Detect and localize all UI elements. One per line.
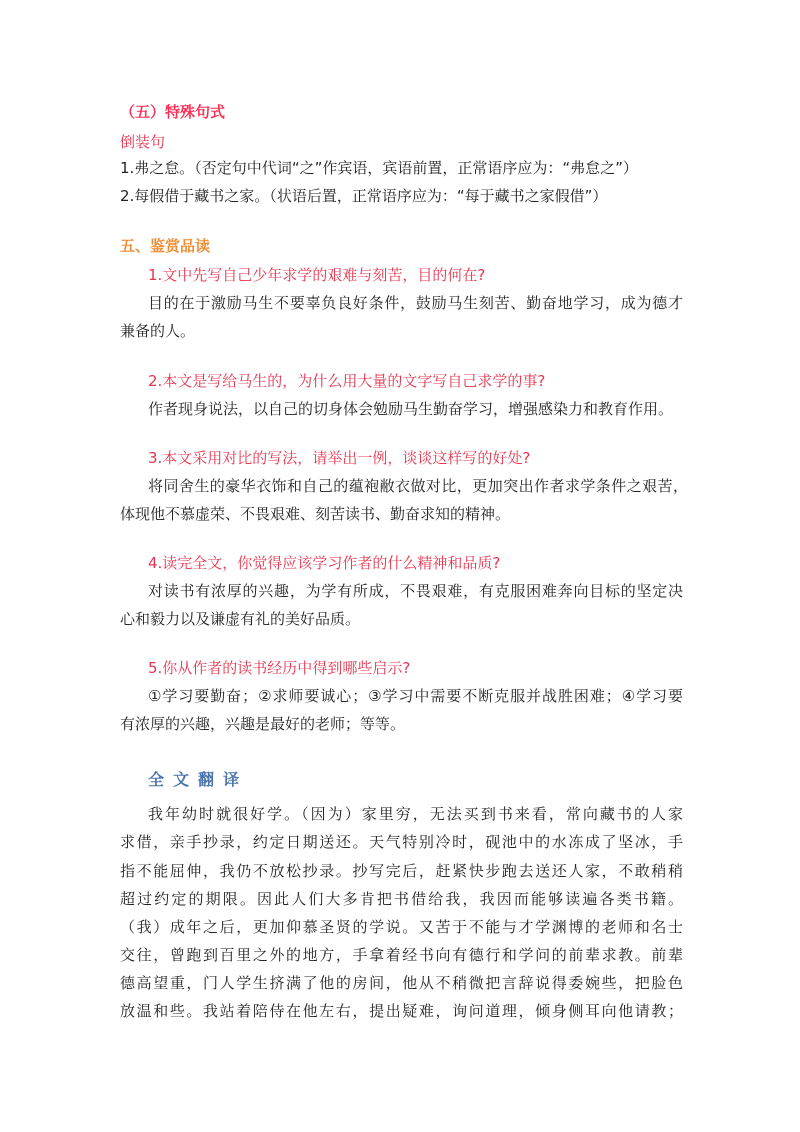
answer-line: 兼备的人。 [120,322,196,340]
translation-heading: 全文翻译 [148,770,249,789]
translation-line: 放温和些。我站着陪侍在他左右，提出疑难，询问道理，倾身侧耳向他请教； [120,1002,683,1020]
question: 5.你从作者的读书经历中得到哪些启示? [148,659,411,677]
answer-line: 目的在于激励马生不要辜负良好条件，鼓励马生刻苦、勤奋地学习，成为德才 [148,294,683,312]
list-item: 2.每假借于藏书之家。（状语后置，正常语序应为：“每于藏书之家假借”） [120,187,608,205]
translation-line: 德高望重，门人学生挤满了他的房间，他从不稍微把言辞说得委婉些，把脸色 [120,974,683,992]
translation-line: （我）成年之后，更加仰慕圣贤的学说。又苦于不能与才学渊博的老师和名士 [120,918,683,936]
translation-line: 指不能屈伸，我仍不放松抄录。抄写完后，赶紧快步跑去送还人家，不敢稍稍 [120,862,683,880]
question: 4.读完全文，你觉得应该学习作者的什么精神和品质? [148,554,501,572]
answer-line: 体现他不慕虚荣、不畏艰难、刻苦读书、勤奋求知的精神。 [120,505,511,523]
list-item: 1.弗之怠。（否定句中代词“之”作宾语，宾语前置，正常语序应为：“弗怠之”） [120,159,638,177]
subsection-heading: 倒装句 [120,133,166,151]
translation-line: 我年幼时就很好学。（因为）家里穷，无法买到书来看，常向藏书的人家 [148,805,683,823]
appreciation-heading: 五、鉴赏品读 [120,237,211,255]
answer-line: 有浓厚的兴趣，兴趣是最好的老师；等等。 [120,715,406,733]
answer-line: 对读书有浓厚的兴趣，为学有所成，不畏艰难，有克服困难奔向目标的坚定决 [148,582,683,600]
answer-line: 将同舍生的豪华衣饰和自己的蕴袍敝衣做对比，更加突出作者求学条件之艰苦， [148,477,688,495]
question: 3.本文采用对比的写法，请举出一例，谈谈这样写的好处? [148,449,531,467]
translation-line: 交往，曾跑到百里之外的地方，手拿着经书向有德行和学问的前辈求教。前辈 [120,946,683,964]
answer-line: 作者现身说法，以自己的切身体会勉励马生勤奋学习，增强感染力和教育作用。 [148,400,674,418]
answer-line: 心和毅力以及谦虚有礼的美好品质。 [120,610,361,628]
question: 1.文中先写自己少年求学的艰难与刻苦，目的何在? [148,266,486,284]
section-heading: （五）特殊句式 [120,103,226,121]
translation-line: 求借，亲手抄录，约定日期送还。天气特别冷时，砚池中的水冻成了坚冰，手 [120,833,683,851]
answer-line: ①学习要勤奋；②求师要诚心；③学习中需要不断克服并战胜困难；④学习要 [148,687,683,705]
question: 2.本文是写给马生的，为什么用大量的文字写自己求学的事? [148,372,546,390]
translation-line: 超过约定的期限。因此人们大多肯把书借给我，我因而能够读遍各类书籍。 [120,890,683,908]
